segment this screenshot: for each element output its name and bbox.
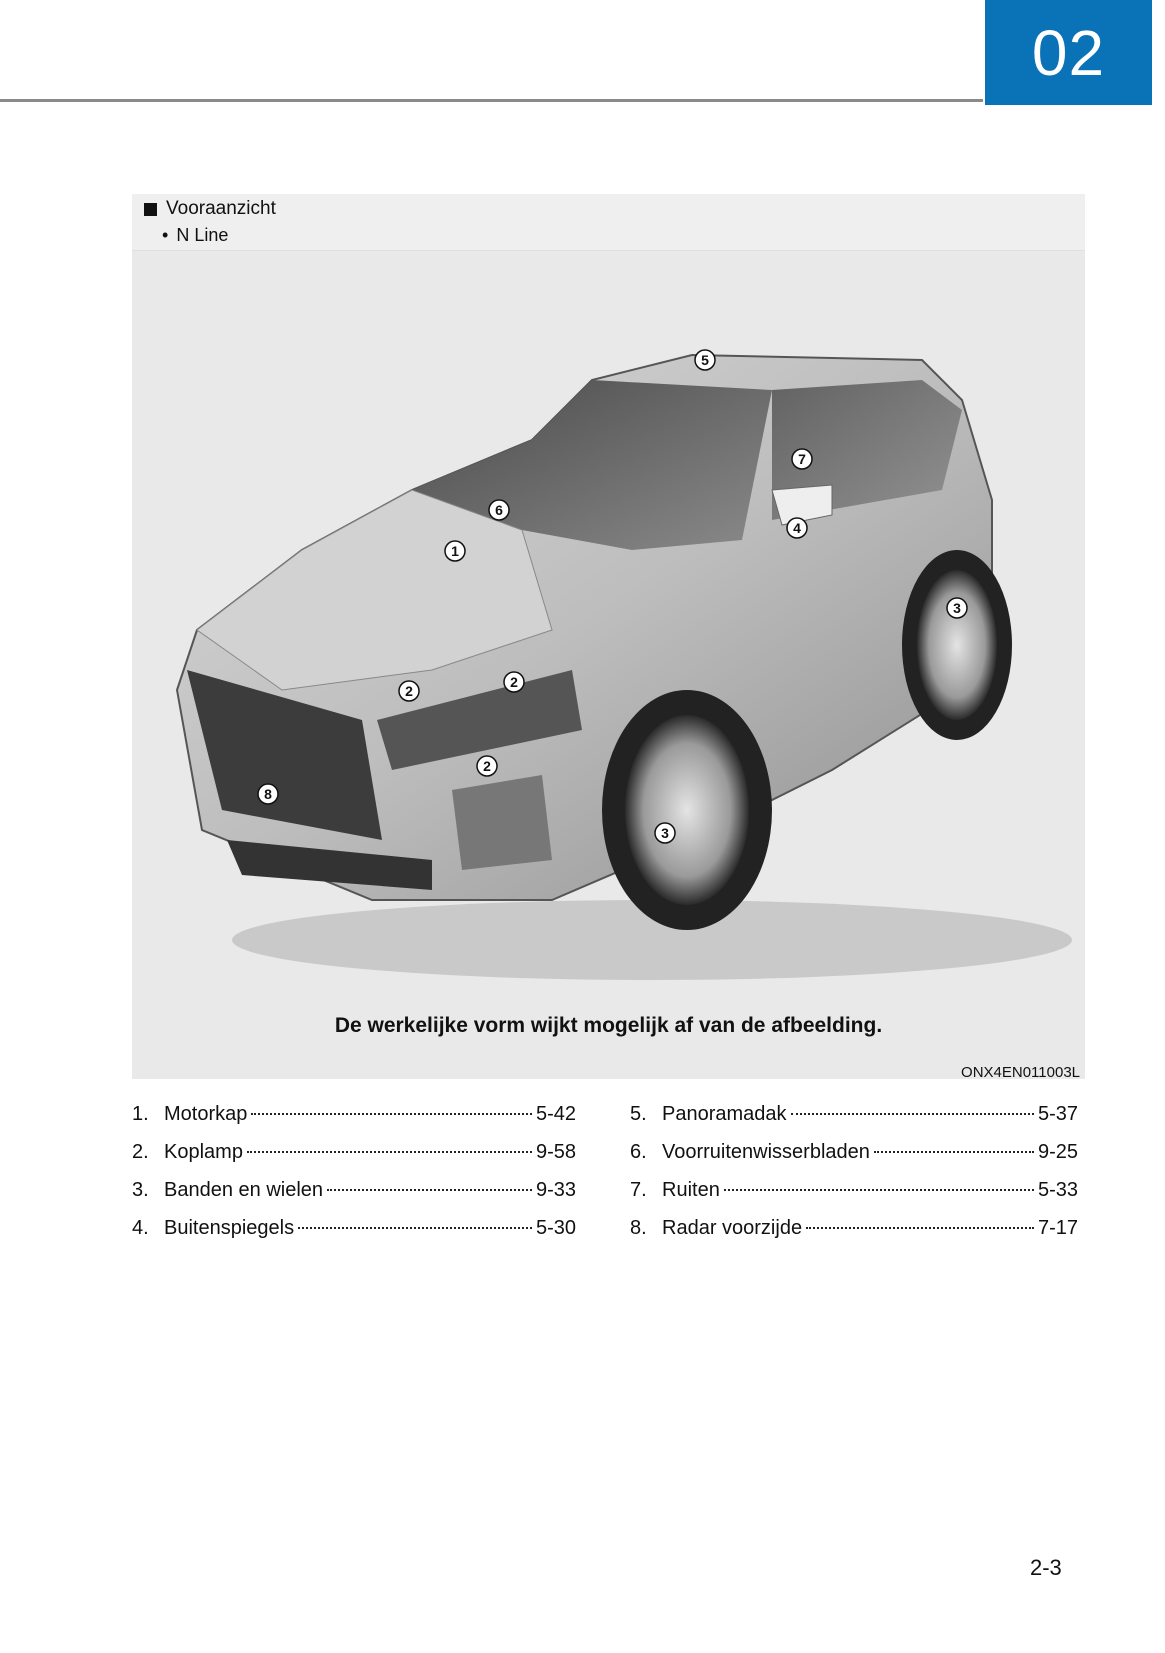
list-item: 2. Koplamp 9-58 — [132, 1141, 576, 1163]
item-page: 9-33 — [535, 1179, 576, 1201]
chapter-number: 02 — [1031, 16, 1106, 89]
list-item: 8. Radar voorzijde 7-17 — [630, 1217, 1078, 1239]
list-item: 5. Panoramadak 5-37 — [630, 1103, 1078, 1125]
item-label: Banden en wielen — [164, 1179, 324, 1201]
svg-text:2: 2 — [510, 674, 518, 690]
callout-2b — [504, 672, 524, 692]
callout-6 — [489, 500, 509, 520]
variant-label — [162, 225, 228, 246]
callout-7 — [792, 449, 812, 469]
parts-list-left — [132, 1103, 576, 1255]
figure-panel — [132, 194, 1085, 1079]
item-page: 5-42 — [535, 1103, 576, 1125]
list-item: 6. Voorruitenwisserbladen 9-25 — [630, 1141, 1078, 1163]
dot-leader — [247, 1151, 532, 1153]
dot-leader — [874, 1151, 1034, 1153]
callout-2a — [399, 681, 419, 701]
dot-leader — [327, 1189, 532, 1191]
view-title-text: Vooraanzicht — [166, 198, 276, 219]
square-bullet-icon — [144, 203, 157, 216]
chapter-tab — [985, 0, 1152, 105]
svg-text:6: 6 — [495, 502, 503, 518]
car-shape — [177, 355, 1072, 980]
dot-leader — [298, 1227, 532, 1229]
item-label: Radar voorzijde — [662, 1217, 803, 1239]
dot-leader — [251, 1113, 532, 1115]
car-front-illustration — [132, 250, 1085, 1010]
callout-3b — [947, 598, 967, 618]
figure-header — [132, 194, 1085, 251]
figure-caption: De werkelijke vorm wijkt mogelijk af van de afbeelding. — [334, 1014, 883, 1037]
item-label: Buitenspiegels — [164, 1217, 295, 1239]
page-number: 2-3 — [1030, 1555, 1062, 1580]
list-item: 3. Banden en wielen 9-33 — [132, 1179, 576, 1201]
variant-text: N Line — [176, 225, 229, 245]
callout-8 — [258, 784, 278, 804]
svg-text:5: 5 — [701, 352, 709, 368]
parts-list-right — [630, 1103, 1078, 1255]
dot-leader — [724, 1189, 1034, 1191]
dot-leader — [791, 1113, 1034, 1115]
svg-text:1: 1 — [451, 543, 459, 559]
callout-2c — [477, 756, 497, 776]
item-label: Motorkap — [164, 1103, 248, 1125]
item-page: 9-25 — [1037, 1141, 1078, 1163]
list-item: 1. Motorkap 5-42 — [132, 1103, 576, 1125]
item-label: Panoramadak — [662, 1103, 787, 1125]
header-rule — [0, 99, 983, 102]
svg-text:2: 2 — [405, 683, 413, 699]
callout-1 — [445, 541, 465, 561]
item-page: 7-17 — [1037, 1217, 1078, 1239]
item-label: Ruiten — [662, 1179, 720, 1201]
bullet-dot-icon: • — [162, 225, 169, 245]
callout-5 — [695, 350, 715, 370]
list-item: 4. Buitenspiegels 5-30 — [132, 1217, 576, 1239]
view-title — [144, 198, 276, 220]
svg-text:7: 7 — [798, 451, 806, 467]
item-page: 5-33 — [1037, 1179, 1078, 1201]
item-label: Voorruitenwisserbladen — [662, 1141, 870, 1163]
svg-text:3: 3 — [953, 600, 961, 616]
list-item: 7. Ruiten 5-33 — [630, 1179, 1078, 1201]
svg-text:3: 3 — [661, 825, 669, 841]
svg-text:8: 8 — [264, 786, 272, 802]
svg-text:2: 2 — [483, 758, 491, 774]
callout-4 — [787, 518, 807, 538]
dot-leader — [806, 1227, 1034, 1229]
item-label: Koplamp — [164, 1141, 243, 1163]
item-page: 5-37 — [1037, 1103, 1078, 1125]
item-page: 5-30 — [535, 1217, 576, 1239]
item-page: 9-58 — [535, 1141, 576, 1163]
svg-text:4: 4 — [793, 520, 801, 536]
callout-3a — [655, 823, 675, 843]
